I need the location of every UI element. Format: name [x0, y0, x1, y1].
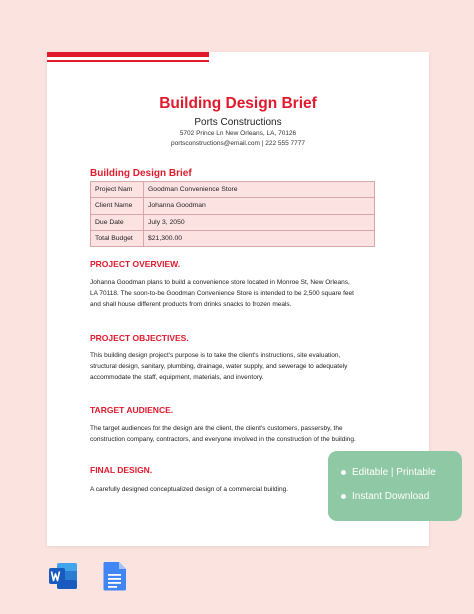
section-body-final: A carefully designed conceptualized design of a commercial building. [90, 486, 289, 493]
table-value: July 3, 2050 [144, 214, 375, 230]
table-value: $21,300.00 [144, 230, 375, 246]
table-label: Due Date [91, 214, 144, 230]
bullet-icon [341, 494, 346, 499]
table-row [91, 198, 375, 214]
accent-bar-top [47, 52, 209, 57]
section-heading-audience: TARGET AUDIENCE. [90, 405, 174, 415]
table-label: Total Budget [91, 230, 144, 246]
google-docs-icon[interactable] [103, 561, 127, 591]
accent-bar-thin [47, 60, 209, 62]
badge-item-download [341, 491, 429, 502]
project-info-table [90, 181, 375, 247]
section-heading-final: FINAL DESIGN. [90, 465, 153, 475]
section-body-audience: The target audiences for the design are the client, the client's customers, passersby, the construction company, contractors, and everyone involved in the construction of the building. [90, 425, 356, 443]
table-row [91, 230, 375, 246]
bullet-icon [341, 470, 346, 475]
company-contact: portsconstructions@email.com | 222 555 7777 [170, 140, 306, 147]
badge-item-label: Editable | Printable [352, 467, 436, 478]
document-title: Building Design Brief [159, 95, 317, 112]
table-row [91, 214, 375, 230]
table-label: Project Nam [91, 182, 144, 198]
section-heading-overview: PROJECT OVERVIEW. [90, 259, 181, 269]
section-body-objectives: This building design project's purpose is to take the client's instructions, site evaluation, structural design, sanitary, plumbing, drainage, water supply, and sewerage to adequately accommodate the staff, equipment, materials, and inventory. [90, 352, 348, 381]
badge-item-editable [341, 467, 436, 478]
table-value: Goodman Convenience Store [144, 182, 375, 198]
table-row [91, 182, 375, 198]
section-heading-objectives: PROJECT OBJECTIVES. [90, 333, 189, 343]
info-subheading: Building Design Brief [90, 168, 192, 179]
company-name: Ports Constructions [194, 117, 282, 128]
feature-badge [328, 451, 462, 521]
badge-item-label: Instant Download [352, 491, 430, 502]
company-address: 5702 Prince Ln New Orleans, LA, 70126 [179, 130, 297, 137]
table-value: Johanna Goodman [144, 198, 375, 214]
word-icon[interactable] [48, 561, 78, 591]
table-label: Client Name [91, 198, 144, 214]
section-body-overview: Johanna Goodman plans to build a convenience store located in Monroe St, New Orleans, LA 70118. The soon-to-be Goodman Convenience Store is intended to be 2,500 square feet and shall house different products from drinks snacks to frozen meals. [90, 279, 354, 308]
